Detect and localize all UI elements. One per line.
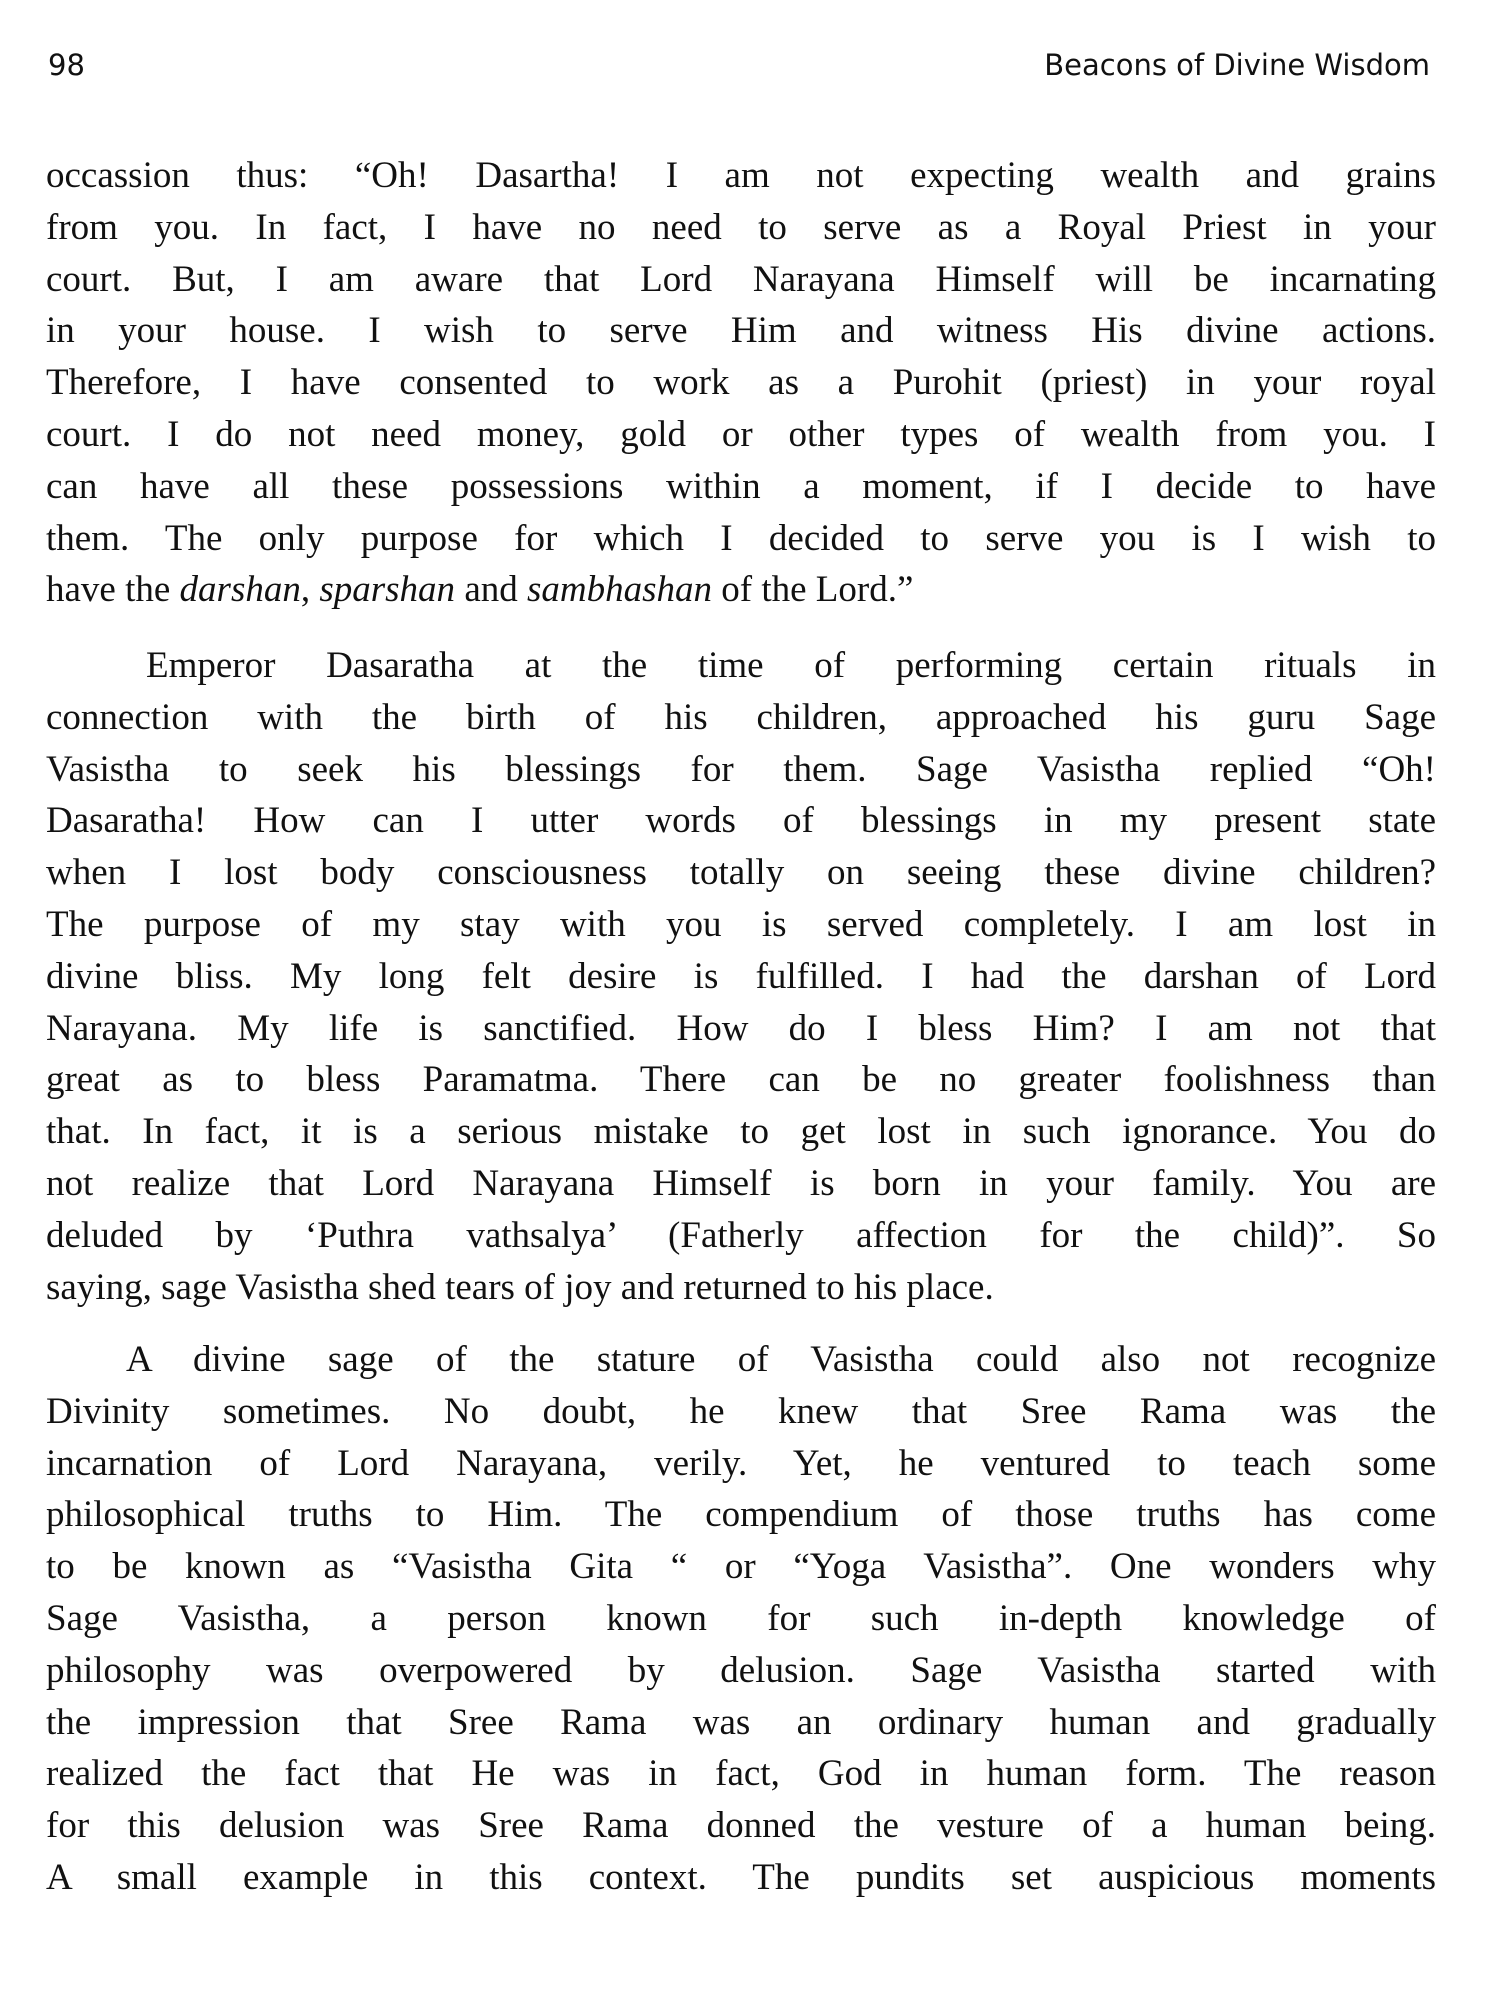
text-line: connection with the birth of his children, approached his guru Sage bbox=[46, 696, 1436, 738]
text-line: can have all these possessions within a moment, if I decide to have bbox=[46, 465, 1436, 507]
text-span: , bbox=[300, 569, 320, 611]
text-line: saying, sage Vasistha shed tears of joy and returned to his place. bbox=[46, 1266, 994, 1308]
page-number: 98 bbox=[48, 48, 85, 82]
text-line: when I lost body consciousness totally on seeing these divine children? bbox=[46, 852, 1436, 894]
text-line: Dasaratha! How can I utter words of blessings in my present state bbox=[46, 800, 1436, 842]
text-line: incarnation of Lord Narayana, verily. Yet, he ventured to teach some bbox=[46, 1442, 1436, 1484]
text-line: philosophy was overpowered by delusion. Sage Vasistha started with bbox=[46, 1649, 1436, 1691]
text-line: The purpose of my stay with you is served completely. I am lost in bbox=[46, 903, 1436, 945]
text-span: have the bbox=[46, 569, 180, 611]
text-line: Sage Vasistha, a person known for such in-depth knowledge of bbox=[46, 1597, 1436, 1639]
text-span: and bbox=[455, 569, 527, 611]
text-line: to be known as “Vasistha Gita “ or “Yoga Vasistha”. One wonders why bbox=[46, 1546, 1436, 1588]
text-line: Emperor Dasaratha at the time of performing certain rituals in bbox=[146, 645, 1436, 686]
text-line: great as to bless Paramatma. There can be no greater foolishness than bbox=[46, 1059, 1436, 1101]
text-line: not realize that Lord Narayana Himself is born in your family. You are bbox=[46, 1162, 1436, 1204]
text-line: A divine sage of the stature of Vasistha could also not recognize bbox=[126, 1339, 1436, 1380]
text-line: realized the fact that He was in fact, God in human form. The reason bbox=[46, 1753, 1436, 1795]
paragraph-2 bbox=[46, 640, 1436, 1313]
text-line: Vasistha to seek his blessings for them. Sage Vasistha replied “Oh! bbox=[46, 748, 1436, 790]
paragraph-3 bbox=[46, 1334, 1436, 1904]
italic-term: sambhashan bbox=[527, 569, 713, 611]
text-line: from you. In fact, I have no need to serve as a Royal Priest in your bbox=[46, 206, 1436, 248]
text-line: the impression that Sree Rama was an ordinary human and gradually bbox=[46, 1701, 1436, 1743]
text-line: Therefore, I have consented to work as a Purohit (priest) in your royal bbox=[46, 362, 1436, 404]
text-line: Narayana. My life is sanctified. How do I bless Him? I am not that bbox=[46, 1007, 1436, 1049]
text-line: divine bliss. My long felt desire is fulfilled. I had the darshan of Lord bbox=[46, 955, 1436, 997]
text-line: court. I do not need money, gold or other types of wealth from you. I bbox=[46, 413, 1436, 455]
italic-term: sparshan bbox=[319, 569, 456, 611]
text-line: philosophical truths to Him. The compendium of those truths has come bbox=[46, 1494, 1436, 1536]
text-line: occassion thus: “Oh! Dasartha! I am not expecting wealth and grains bbox=[46, 155, 1436, 196]
text-line: court. But, I am aware that Lord Narayana Himself will be incarnating bbox=[46, 258, 1436, 300]
text-line: Divinity sometimes. No doubt, he knew that Sree Rama was the bbox=[46, 1390, 1436, 1432]
text-line: A small example in this context. The pundits set auspicious moments bbox=[46, 1856, 1436, 1898]
italic-term: darshan bbox=[179, 569, 301, 611]
running-title: Beacons of Divine Wisdom bbox=[1044, 48, 1430, 82]
text-span: of the Lord.” bbox=[712, 569, 914, 611]
text-line: that. In fact, it is a serious mistake to get lost in such ignorance. You do bbox=[46, 1111, 1436, 1153]
paragraph-1 bbox=[46, 150, 1436, 616]
text-line: for this delusion was Sree Rama donned the vesture of a human being. bbox=[46, 1805, 1436, 1847]
text-line: deluded by ‘Puthra vathsalya’ (Fatherly affection for the child)”. So bbox=[46, 1214, 1436, 1256]
text-line: them. The only purpose for which I decided to serve you is I wish to bbox=[46, 517, 1436, 559]
text-line: in your house. I wish to serve Him and witness His divine actions. bbox=[46, 310, 1436, 352]
text-line bbox=[46, 564, 1436, 616]
